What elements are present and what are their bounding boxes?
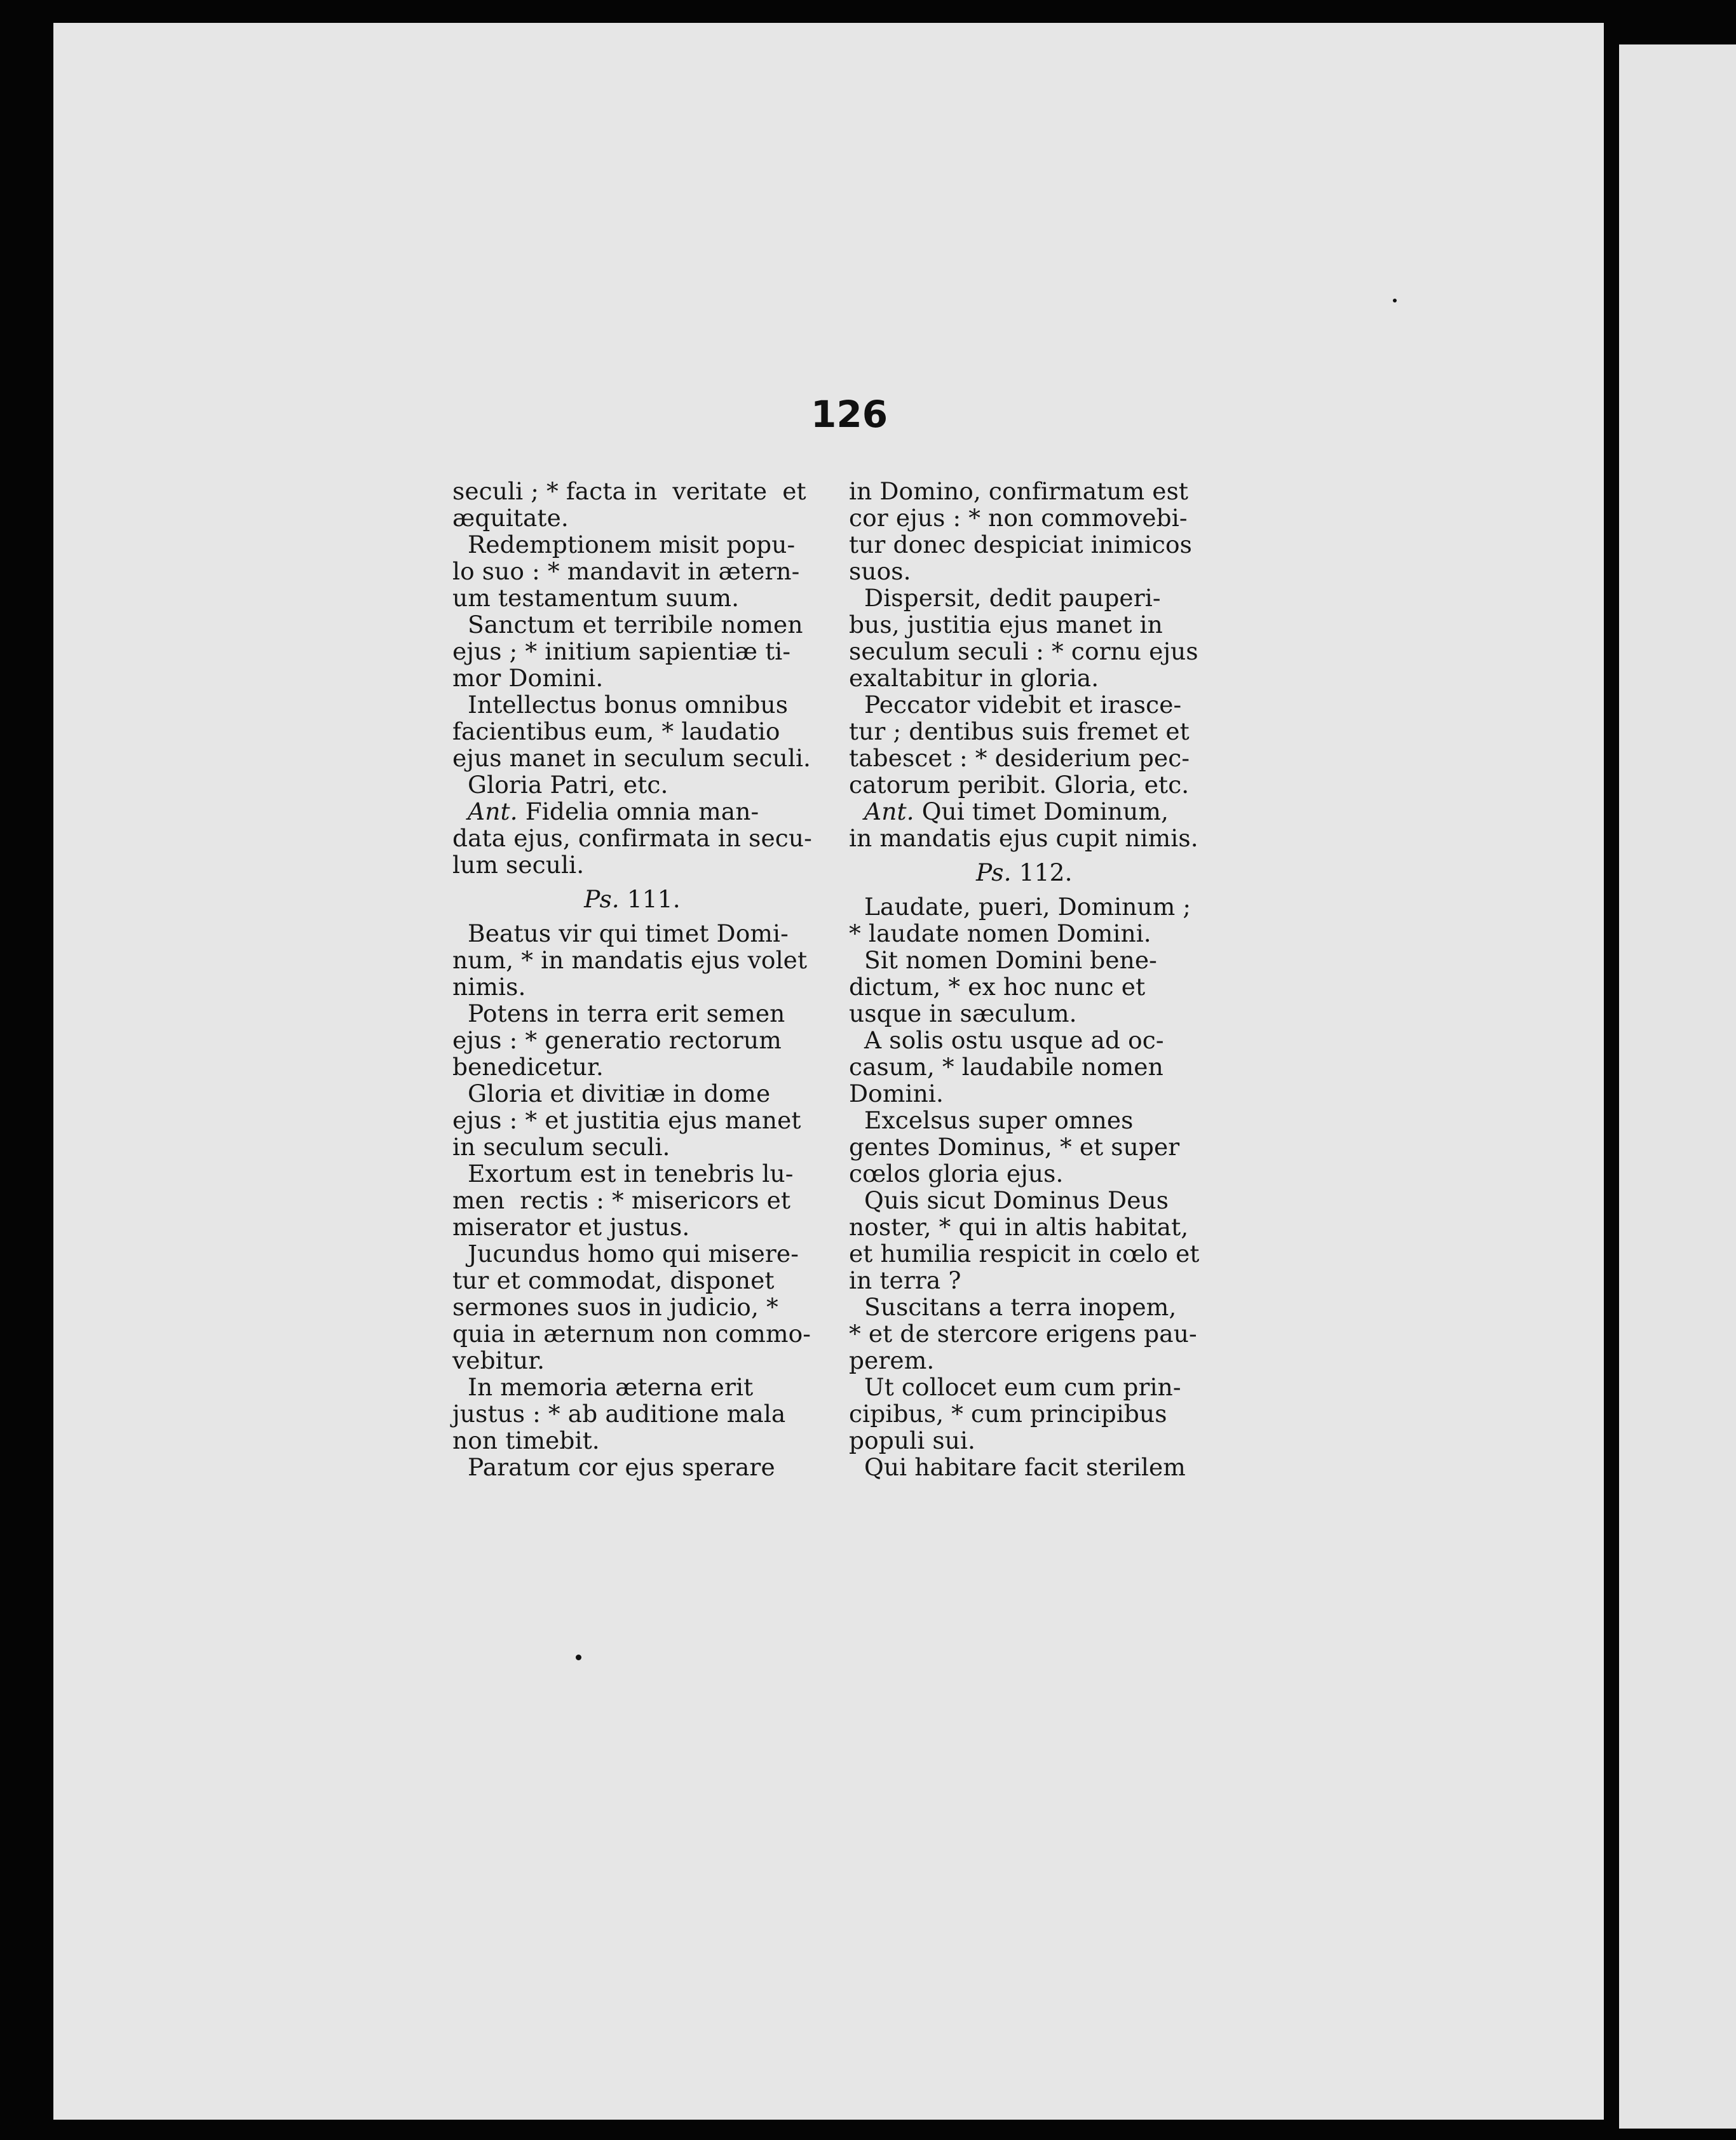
text-line: mor Domini. xyxy=(452,664,604,692)
ink-speck xyxy=(1393,299,1397,302)
text-line: Dispersit, dedit pauperi- xyxy=(849,584,1161,612)
text-line: Intellectus bonus omnibus xyxy=(452,691,789,719)
text-line: Paratum cor ejus sperare xyxy=(452,1453,775,1481)
text-line: suos. xyxy=(849,557,911,585)
scanned-page xyxy=(53,23,1604,2120)
text-line: in mandatis ejus cupit nimis. xyxy=(849,824,1198,852)
text-line: Redemptionem misit popu- xyxy=(452,531,796,559)
text-line: Suscitans a terra inopem, xyxy=(849,1293,1177,1321)
text-line: Ant. Fidelia omnia man- xyxy=(468,797,759,825)
text-line: bus, justitia ejus manet in xyxy=(849,611,1163,639)
psalm-heading: Ps. 111. xyxy=(584,885,681,913)
psalm-heading: Ps. 112. xyxy=(975,858,1073,886)
text-line: tabescet : * desiderium pec- xyxy=(849,744,1190,772)
text-line: sermones suos in judicio, * xyxy=(452,1293,778,1321)
text-line: Exortum est in tenebris lu- xyxy=(452,1160,794,1188)
text-line: Gloria et divitiæ in dome xyxy=(452,1080,771,1107)
text-line: dictum, * ex hoc nunc et xyxy=(849,973,1146,1001)
text-line: tur donec despiciat inimicos xyxy=(849,531,1193,559)
left-text-column xyxy=(452,478,812,1480)
text-line: catorum peribit. Gloria, etc. xyxy=(849,771,1190,799)
text-line: in seculum seculi. xyxy=(452,1133,670,1161)
text-line: Sit nomen Domini bene- xyxy=(849,946,1157,974)
text-line: justus : * ab auditione mala xyxy=(452,1400,786,1428)
text-line: Excelsus super omnes xyxy=(849,1106,1134,1134)
text-line: tur et commodat, disponet xyxy=(452,1266,775,1294)
text-line: Sanctum et terribile nomen xyxy=(452,611,803,639)
text-line: Domini. xyxy=(849,1080,944,1107)
text-line: Ut collocet eum cum prin- xyxy=(849,1373,1181,1401)
text-line: cœlos gloria ejus. xyxy=(849,1160,1064,1188)
text-line: nimis. xyxy=(452,973,526,1001)
text-line: gentes Dominus, * et super xyxy=(849,1133,1180,1161)
text-line: benedicetur. xyxy=(452,1053,604,1081)
text-line: miserator et justus. xyxy=(452,1213,690,1241)
text-line: In memoria æterna erit xyxy=(452,1373,754,1401)
text-line: * et de stercore erigens pau- xyxy=(849,1320,1197,1348)
text-line: seculum seculi : * cornu ejus xyxy=(849,637,1198,665)
text-line: et humilia respicit in cœlo et xyxy=(849,1240,1200,1268)
text-line: seculi ; * facta in veritate et xyxy=(452,477,806,505)
text-line: Qui habitare facit sterilem xyxy=(849,1453,1186,1481)
text-line: Peccator videbit et irasce- xyxy=(849,691,1182,719)
text-line: perem. xyxy=(849,1346,935,1374)
text-line: in terra ? xyxy=(849,1266,961,1294)
adjacent-page-edge xyxy=(1619,44,1736,2129)
text-line: Quis sicut Dominus Deus xyxy=(849,1186,1169,1214)
text-line: Potens in terra erit semen xyxy=(452,999,785,1027)
text-line: non timebit. xyxy=(452,1426,600,1454)
text-line: Beatus vir qui timet Domi- xyxy=(452,919,789,947)
text-line: lo suo : * mandavit in ætern- xyxy=(452,557,800,585)
text-line: * laudate nomen Domini. xyxy=(849,919,1151,947)
text-line: tur ; dentibus suis fremet et xyxy=(849,717,1190,745)
text-line: A solis ostu usque ad oc- xyxy=(849,1026,1164,1054)
text-line: æquitate. xyxy=(452,504,569,532)
text-line: ejus : * et justitia ejus manet xyxy=(452,1106,801,1134)
text-line: in Domino, confirmatum est xyxy=(849,477,1189,505)
text-line: lum seculi. xyxy=(452,851,585,879)
text-line: Jucundus homo qui misere- xyxy=(452,1240,799,1268)
page-number: 126 xyxy=(811,393,888,436)
text-line: populi sui. xyxy=(849,1426,976,1454)
right-text-column xyxy=(849,478,1200,1480)
text-line: Laudate, pueri, Dominum ; xyxy=(849,893,1191,921)
text-line: facientibus eum, * laudatio xyxy=(452,717,780,745)
text-line: um testamentum suum. xyxy=(452,584,740,612)
text-line: cipibus, * cum principibus xyxy=(849,1400,1167,1428)
text-line: cor ejus : * non commovebi- xyxy=(849,504,1188,532)
text-line: Gloria Patri, etc. xyxy=(452,771,668,799)
text-line: casum, * laudabile nomen xyxy=(849,1053,1163,1081)
text-line: ejus ; * initium sapientiæ ti- xyxy=(452,637,791,665)
ink-speck xyxy=(576,1655,581,1660)
text-line: ejus : * generatio rectorum xyxy=(452,1026,782,1054)
text-line: data ejus, confirmata in secu- xyxy=(452,824,812,852)
text-line: usque in sæculum. xyxy=(849,999,1077,1027)
text-line: men rectis : * misericors et xyxy=(452,1186,791,1214)
text-line: Ant. Qui timet Dominum, xyxy=(864,797,1169,825)
text-line: exaltabitur in gloria. xyxy=(849,664,1099,692)
text-line: noster, * qui in altis habitat, xyxy=(849,1213,1189,1241)
text-line: num, * in mandatis ejus volet xyxy=(452,946,808,974)
text-line: ejus manet in seculum seculi. xyxy=(452,744,811,772)
text-line: vebitur. xyxy=(452,1346,545,1374)
text-line: quia in æternum non commo- xyxy=(452,1320,811,1348)
